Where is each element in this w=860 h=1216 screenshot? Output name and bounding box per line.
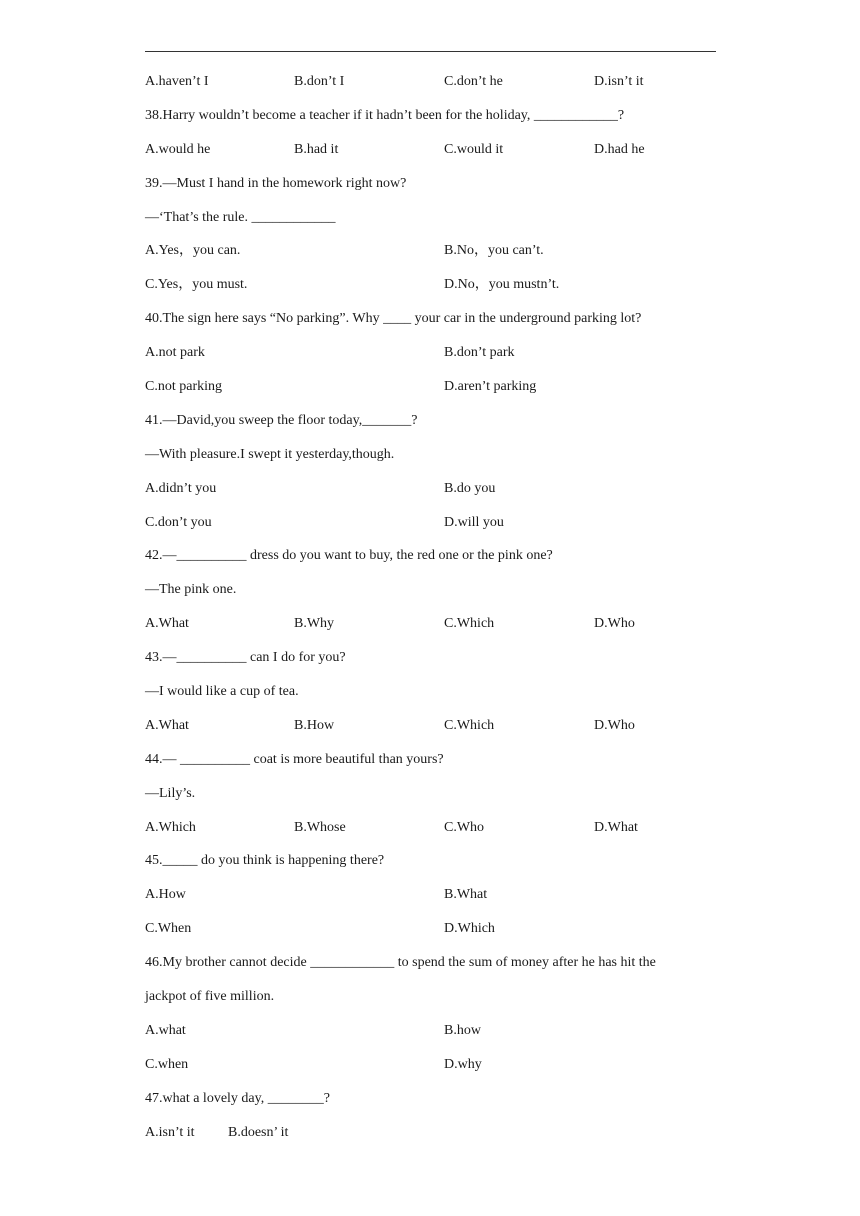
q37-options (145, 65, 716, 99)
q39-option-c[interactable]: C.Yes，you must. (145, 277, 248, 293)
q39-option-d[interactable]: D.No，you mustn’t. (444, 277, 560, 293)
q43-reply: —I would like a cup of tea. (145, 684, 299, 700)
q45-option-c[interactable]: C.When (145, 921, 192, 937)
q46-options-row1 (145, 1014, 716, 1048)
q46-options-row2 (145, 1048, 716, 1082)
q44-question: 44.— __________ coat is more beautiful than yours? (145, 751, 444, 767)
q44-option-b[interactable]: B.Whose (294, 819, 346, 835)
q43-option-c[interactable]: C.Which (444, 717, 495, 733)
q44-options (145, 811, 716, 845)
q42-option-b[interactable]: B.Why (294, 616, 335, 632)
q38-option-d[interactable]: D.had he (594, 141, 645, 157)
q42-question: 42.—__________ dress do you want to buy, the red one or the pink one? (145, 548, 553, 564)
q46-option-b[interactable]: B.how (444, 1022, 481, 1038)
q46-option-d[interactable]: D.why (444, 1056, 482, 1072)
q38-option-c[interactable]: C.would it (444, 141, 504, 157)
q38-option-a[interactable]: A.would he (145, 141, 211, 157)
q47-options (145, 1116, 716, 1150)
header-rule (145, 51, 716, 52)
q45-options-row2 (145, 912, 716, 946)
q39-question: 39.—Must I hand in the homework right now? (145, 175, 407, 191)
q39-option-b[interactable]: B.No，you can’t. (444, 243, 544, 259)
q42-options (145, 607, 716, 641)
q40-option-c[interactable]: C.not parking (145, 379, 222, 395)
q41-options-row1 (145, 472, 716, 506)
q42-reply: —The pink one. (145, 582, 237, 598)
q40-option-b[interactable]: B.don’t park (444, 345, 515, 361)
q44-option-c[interactable]: C.Who (444, 819, 485, 835)
q40-option-a[interactable]: A.not park (145, 345, 205, 361)
q44-option-a[interactable]: A.Which (145, 819, 196, 835)
question-list (145, 65, 716, 1150)
q45-option-b[interactable]: B.What (444, 887, 488, 903)
q46-option-a[interactable]: A.what (145, 1022, 186, 1038)
q41-option-d[interactable]: D.will you (444, 514, 504, 530)
q37-option-a[interactable]: A.haven’t I (145, 74, 209, 89)
q41-option-b[interactable]: B.do you (444, 480, 496, 496)
q40-options-row1 (145, 336, 716, 370)
q43-options (145, 709, 716, 743)
q42-option-d[interactable]: D.Who (594, 616, 635, 632)
q45-question: 45._____ do you think is happening there? (145, 853, 385, 869)
q42-option-c[interactable]: C.Which (444, 616, 495, 632)
q40-option-d[interactable]: D.aren’t parking (444, 379, 537, 395)
q43-option-a[interactable]: A.What (145, 717, 189, 733)
q41-option-c[interactable]: C.don’t you (145, 514, 212, 530)
q47-option-b[interactable]: B.doesn’ it (228, 1124, 289, 1140)
q37-option-c[interactable]: C.don’t he (444, 74, 503, 89)
q42-option-a[interactable]: A.What (145, 616, 189, 632)
q45-option-d[interactable]: D.Which (444, 921, 495, 937)
q38-options (145, 133, 716, 167)
q37-option-b[interactable]: B.don’t I (294, 74, 345, 89)
q41-question: 41.—David,you sweep the floor today,_______? (145, 412, 418, 428)
q39-option-a[interactable]: A.Yes，you can. (145, 243, 241, 259)
q44-option-d[interactable]: D.What (594, 819, 638, 835)
q40-options-row2 (145, 370, 716, 404)
q40-question: 40.The sign here says “No parking”. Why ____ your car in the underground parking lot? (145, 311, 642, 327)
q39-options-row1 (145, 234, 716, 268)
q41-option-a[interactable]: A.didn’t you (145, 480, 217, 496)
q39-reply: —‘That’s the rule. ____________ (145, 209, 336, 225)
q38-option-b[interactable]: B.had it (294, 141, 339, 157)
q37-option-d[interactable]: D.isn’t it (594, 74, 644, 89)
q43-question: 43.—__________ can I do for you? (145, 650, 346, 666)
q46-question-line2: jackpot of five million. (145, 989, 275, 1005)
q45-option-a[interactable]: A.How (145, 887, 186, 903)
q41-reply: —With pleasure.I swept it yesterday,though. (145, 446, 395, 462)
q45-options-row1 (145, 878, 716, 912)
q47-question: 47.what a lovely day, ________? (145, 1090, 330, 1106)
q43-option-b[interactable]: B.How (294, 717, 335, 733)
q41-options-row2 (145, 506, 716, 540)
q46-option-c[interactable]: C.when (145, 1056, 189, 1072)
q39-options-row2 (145, 268, 716, 302)
q43-option-d[interactable]: D.Who (594, 717, 635, 733)
q44-reply: —Lily’s. (145, 785, 196, 801)
q46-question-line1: 46.My brother cannot decide ____________ to spend the sum of money after he has hit the (145, 955, 656, 971)
q47-option-a[interactable]: A.isn’t it (145, 1124, 195, 1140)
q38-question: 38.Harry wouldn’t become a teacher if it hadn’t been for the holiday, ____________? (145, 107, 625, 123)
